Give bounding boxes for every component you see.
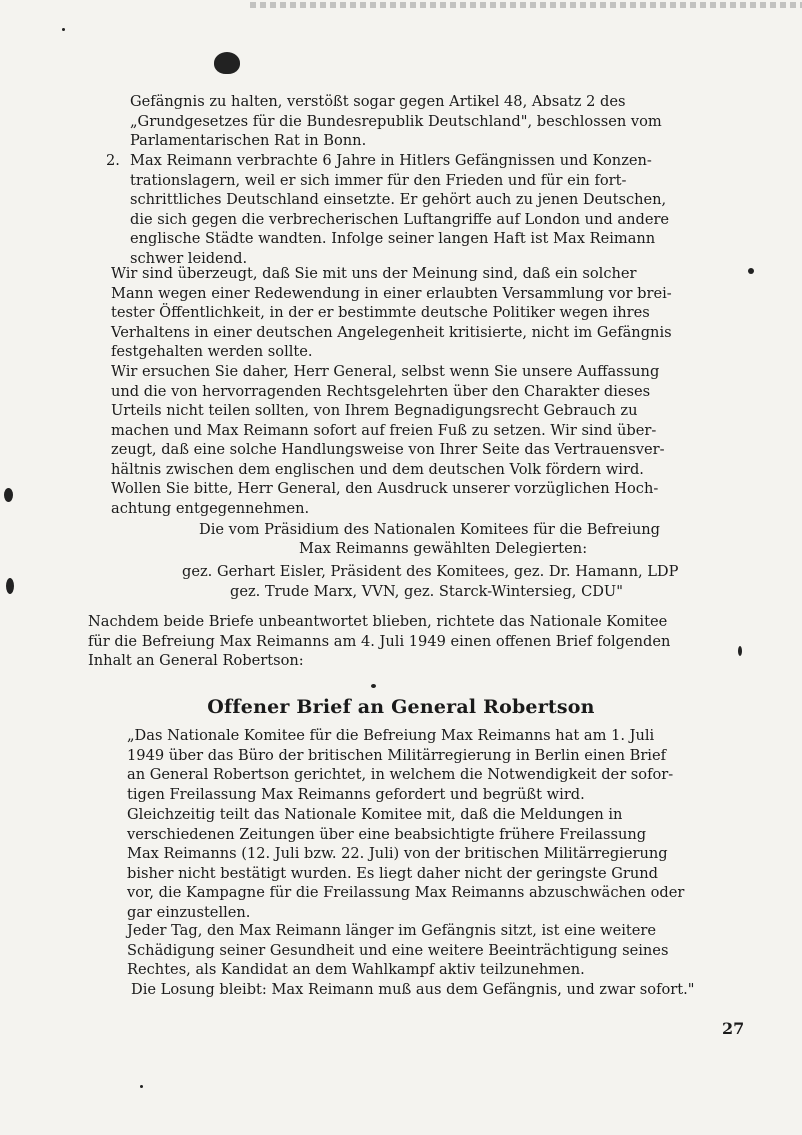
text-line: trationslagern, weil er sich immer für den Frieden und für ein fort- <box>130 171 627 189</box>
scan-edge-artifact <box>250 2 802 8</box>
text-line: und die von hervorragenden Rechtsgelehrten über den Charakter dieses <box>111 382 651 400</box>
scan-speck <box>62 28 65 31</box>
text-line: schrittliches Deutschland einsetzte. Er gehört auch zu jenen Deutschen, <box>130 191 667 208</box>
scan-speck <box>140 1085 143 1088</box>
item2-text <box>130 151 718 268</box>
text-line: machen und Max Reimann sofort auf freien Fuß zu setzen. Wir sind über- <box>111 421 657 439</box>
paragraph-transition <box>88 612 734 671</box>
scan-speck <box>748 268 754 274</box>
text-line: Wollen Sie bitte, Herr General, den Ausdruck unserer vorzüglichen Hoch- <box>111 480 659 497</box>
text-line: Schädigung seiner Gesundheit und eine weitere Beeinträchtigung seines <box>127 941 669 959</box>
paragraph-convinced <box>111 264 723 362</box>
letter-paragraph-4 <box>131 980 745 1000</box>
text-line: gar einzustellen. <box>127 903 251 921</box>
text-line: Wir ersuchen Sie daher, Herr General, selbst wenn Sie unsere Auffassung <box>111 363 660 380</box>
text-line: zeugt, daß eine solche Handlungsweise von Ihrer Seite das Vertrauensver- <box>111 441 665 458</box>
signature-intro-line: Die vom Präsidium des Nationalen Komitees für die Befreiung <box>199 521 660 538</box>
paragraph-regards <box>111 479 723 518</box>
text-line: Rechtes, als Kandidat an dem Wahlkampf aktiv teilzunehmen. <box>127 961 585 978</box>
signature-intro-line: Max Reimanns gewählten Delegierten: <box>299 540 588 557</box>
scan-speck <box>4 488 13 502</box>
letter-paragraph-1 <box>127 726 741 804</box>
item1-continuation <box>130 92 718 151</box>
text-line: 1949 über das Büro der britischen Militärregierung in Berlin einen Brief <box>127 746 667 764</box>
text-line: Wir sind überzeugt, daß Sie mit uns der Meinung sind, daß ein solcher <box>111 265 637 282</box>
text-line: festgehalten werden sollte. <box>111 343 313 360</box>
letter-paragraph-3 <box>127 921 741 980</box>
paragraph-request <box>111 362 723 479</box>
text-line: verschiedenen Zeitungen über eine beabsichtigte frühere Freilassung <box>127 825 647 843</box>
signature-names-line: gez. Trude Marx, VVN, gez. Starck-Wintersieg, CDU" <box>230 583 623 600</box>
text-line: Verhaltens in einer deutschen Angelegenheit kritisierte, nicht im Gefängnis <box>111 323 672 341</box>
text-line: Max Reimanns (12. Juli bzw. 22. Juli) von der britischen Militärregierung <box>127 845 668 862</box>
scan-speck <box>214 52 240 74</box>
text-line: Urteils nicht teilen sollten, von Ihrem Begnadigungsrecht Gebrauch zu <box>111 402 638 419</box>
text-line: „Grundgesetzes für die Bundesrepublik Deutschland", beschlossen vom <box>130 112 662 130</box>
signature-names-line: gez. Gerhart Eisler, Präsident des Komitees, gez. Dr. Hamann, LDP <box>182 563 679 580</box>
text-line: tigen Freilassung Max Reimanns gefordert und begrüßt wird. <box>127 785 585 803</box>
text-line: Gefängnis zu halten, verstößt sogar gegen Artikel 48, Absatz 2 des <box>130 93 626 110</box>
text-line: hältnis zwischen dem englischen und dem deutschen Volk fördern wird. <box>111 460 644 478</box>
scan-speck <box>738 646 742 656</box>
text-line: Mann wegen einer Redewendung in einer erlaubten Versammlung vor brei- <box>111 284 672 302</box>
text-line: für die Befreiung Max Reimanns am 4. Juli 1949 einen offenen Brief folgenden <box>88 632 671 650</box>
scan-speck <box>371 684 376 688</box>
text-line: Nachdem beide Briefe unbeantwortet blieben, richtete das Nationale Komitee <box>88 613 668 630</box>
text-line: Parlamentarischen Rat in Bonn. <box>130 132 367 149</box>
text-line: englische Städte wandten. Infolge seiner langen Haft ist Max Reimann <box>130 230 656 247</box>
text-line: achtung entgegennehmen. <box>111 499 310 517</box>
text-line: Die Losung bleibt: Max Reimann muß aus dem Gefängnis, und zwar sofort." <box>131 981 695 998</box>
list-number: 2. <box>106 152 120 169</box>
text-line: Jeder Tag, den Max Reimann länger im Gefängnis sitzt, ist eine weitere <box>127 922 657 939</box>
letter-paragraph-2 <box>127 805 741 922</box>
text-line: Max Reimann verbrachte 6 Jahre in Hitlers Gefängnissen und Konzen- <box>130 152 652 169</box>
text-line: Inhalt an General Robertson: <box>88 652 304 669</box>
section-title: Offener Brief an General Robertson <box>207 696 595 718</box>
text-line: an General Robertson gerichtet, in welchem die Notwendigkeit der sofor- <box>127 766 674 783</box>
text-line: bisher nicht bestätigt wurden. Es liegt daher nicht der geringste Grund <box>127 864 659 882</box>
text-line: vor, die Kampagne für die Freilassung Max Reimanns abzuschwächen oder <box>127 884 685 901</box>
text-line: „Das Nationale Komitee für die Befreiung Max Reimanns hat am 1. Juli <box>127 727 655 744</box>
text-line: die sich gegen die verbrecherischen Luftangriffe auf London und andere <box>130 210 670 228</box>
text-line: Gleichzeitig teilt das Nationale Komitee mit, daß die Meldungen in <box>127 806 623 823</box>
text-line: schwer leidend. <box>130 249 248 267</box>
scan-speck <box>6 578 14 594</box>
text-line: tester Öffentlichkeit, in der er bestimmte deutsche Politiker wegen ihres <box>111 304 650 321</box>
page-number: 27 <box>722 1019 745 1038</box>
